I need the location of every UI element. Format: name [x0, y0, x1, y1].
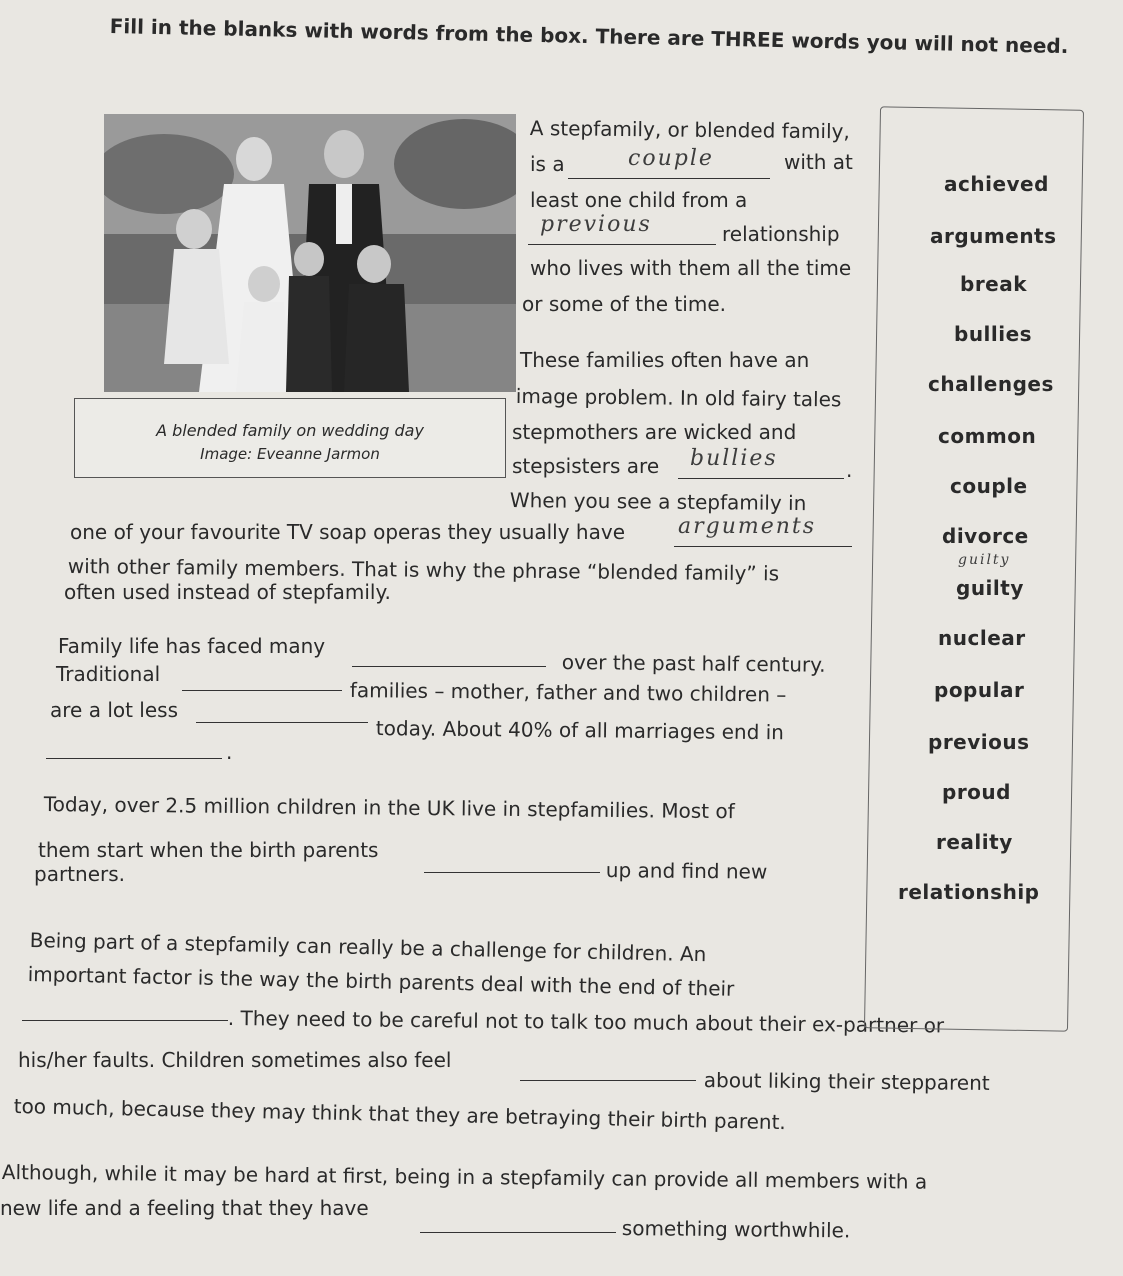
p3-line3b: today. About 40% of all marriages end in [375, 716, 785, 745]
p1-line1: A stepfamily, or blended family, [529, 116, 850, 144]
photo-caption: A blended family on wedding day [156, 421, 424, 440]
p1-line2a: is a [530, 152, 565, 176]
word-challenges: challenges [928, 372, 1054, 396]
p2-line8: often used instead of stepfamily. [64, 580, 391, 604]
p3-line2b: families – mother, father and two children – [349, 678, 787, 707]
p5-line2: important factor is the way the birth parents deal with the end of their [27, 962, 735, 1001]
instructions-title: Fill in the blanks with words from the box. There are THREE words you will not need. [109, 14, 1069, 59]
handwritten-answer-3: bullies [690, 446, 778, 471]
p4-line2a: them start when the birth parents [38, 838, 379, 862]
blank-3[interactable] [678, 478, 844, 479]
word-divorce: divorce [942, 524, 1029, 548]
word-bullies: bullies [954, 322, 1033, 346]
blank-6[interactable] [182, 690, 342, 691]
word-guilty: guilty [956, 576, 1024, 600]
p4-line3: partners. [34, 862, 125, 886]
blank-1[interactable] [568, 178, 770, 179]
blank-8[interactable] [46, 758, 222, 759]
p3-line3a: are a lot less [50, 698, 179, 722]
word-relationship: relationship [898, 880, 1040, 904]
blank-4[interactable] [674, 546, 852, 547]
p6-line2b: something worthwhile. [621, 1216, 851, 1243]
word-achieved: achieved [944, 172, 1049, 196]
photo-caption-box [74, 398, 506, 478]
blank-5[interactable] [352, 666, 546, 667]
p1-line5: who lives with them all the time [530, 256, 852, 280]
blank-7[interactable] [196, 722, 368, 723]
p5-line5: too much, because they may think that they are betraying their birth parent. [13, 1094, 787, 1135]
p4-line2b: up and find new [605, 858, 768, 884]
word-previous: previous [928, 730, 1030, 754]
p1-line4: relationship [722, 222, 840, 246]
p4-line1: Today, over 2.5 million children in the UK live in stepfamilies. Most of [43, 792, 735, 824]
handwritten-answer-5: guilty [958, 552, 1011, 568]
p1-line3: least one child from a [530, 188, 748, 212]
blank-11[interactable] [520, 1080, 696, 1081]
p3-line1b: over the past half century. [561, 650, 826, 677]
p2-line4a: stepsisters are [512, 454, 660, 478]
p5-line4b: about liking their stepparent [703, 1068, 990, 1095]
handwritten-answer-1: couple [628, 146, 714, 171]
word-common: common [938, 424, 1037, 448]
p1-line2b: with at [784, 150, 853, 174]
p5-line3: . They need to be careful not to talk too much about their ex-partner or [227, 1006, 945, 1038]
p3-line4: . [226, 740, 233, 764]
p2-line2: image problem. In old fairy tales [515, 384, 842, 412]
word-popular: popular [934, 678, 1025, 702]
p1-line6: or some of the time. [522, 292, 726, 316]
handwritten-answer-4: arguments [678, 514, 817, 539]
family-photo [104, 114, 516, 392]
p2-line5: When you see a stepfamily in [509, 488, 807, 516]
blank-10[interactable] [22, 1020, 228, 1021]
p2-line4b: . [846, 458, 853, 482]
family-photo-image [104, 114, 516, 392]
p3-line2a: Traditional [56, 662, 161, 686]
word-arguments: arguments [930, 224, 1057, 248]
p2-line7: with other family members. That is why the phrase “blended family” is [67, 554, 780, 586]
p2-line6: one of your favourite TV soap operas they usually have [70, 520, 625, 544]
word-nuclear: nuclear [938, 626, 1026, 650]
p3-line1a: Family life has faced many [58, 634, 326, 658]
blank-2[interactable] [528, 244, 716, 245]
word-reality: reality [936, 830, 1013, 854]
blank-12[interactable] [420, 1232, 616, 1233]
p2-line1: These families often have an [520, 348, 810, 372]
blank-9[interactable] [424, 872, 600, 873]
p5-line1: Being part of a stepfamily can really be a challenge for children. An [29, 928, 707, 967]
photo-credit: Image: Eveanne Jarmon [200, 445, 380, 463]
word-proud: proud [942, 780, 1011, 804]
handwritten-answer-2: previous [540, 212, 652, 237]
word-break: break [960, 272, 1028, 296]
p5-line4a: his/her faults. Children sometimes also feel [18, 1048, 452, 1072]
p6-line1: Although, while it may be hard at first, being in a stepfamily can provide all members with a [1, 1160, 928, 1194]
word-couple: couple [950, 474, 1028, 498]
p2-line3: stepmothers are wicked and [512, 420, 797, 444]
p6-line2a: new life and a feeling that they have [0, 1196, 369, 1220]
